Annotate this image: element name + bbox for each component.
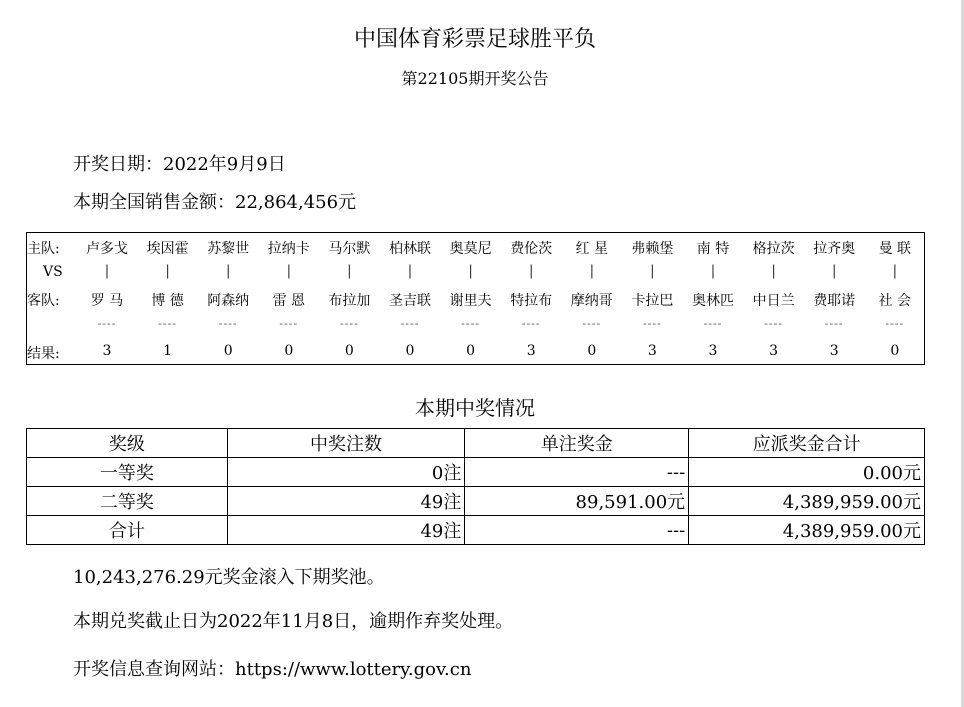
header-count: 中奖注数	[227, 429, 465, 458]
away-team: 特拉布	[510, 293, 553, 309]
result-label: 结果:	[27, 346, 60, 362]
match-column	[259, 233, 319, 363]
away-team: 阿森纳	[207, 293, 250, 309]
home-team: 拉纳卡	[267, 241, 310, 257]
vs-separator: |	[407, 263, 413, 279]
home-team: 弗赖堡	[631, 241, 674, 257]
winner-count: 49注	[227, 516, 465, 545]
match-result: 3	[102, 343, 112, 359]
away-team: 布拉加	[328, 293, 371, 309]
match-result: 3	[829, 343, 839, 359]
dash-divider: ----	[703, 317, 723, 330]
match-column	[319, 233, 379, 363]
prize-table	[26, 428, 925, 545]
away-team: 圣吉联	[389, 293, 431, 309]
dash-divider: ----	[764, 317, 784, 330]
prize-level: 一等奖	[27, 458, 228, 487]
match-column	[622, 233, 682, 363]
table-row	[27, 458, 925, 487]
dash-divider: ----	[885, 317, 905, 330]
vs-separator: |	[771, 263, 776, 279]
deadline-note: 本期兑奖截止日为2022年11月8日，逾期作弃奖处理。	[73, 611, 514, 632]
unit-prize: 89,591.00元	[465, 487, 689, 516]
dash-divider: ----	[400, 317, 420, 330]
vs-separator: |	[892, 263, 898, 279]
match-result: 0	[284, 343, 294, 359]
winner-count: 0注	[227, 458, 465, 487]
match-column	[380, 233, 440, 363]
home-team: 费伦茨	[510, 241, 553, 257]
match-result: 3	[526, 343, 536, 359]
match-column	[865, 233, 925, 363]
issue-subtitle: 第22105期开奖公告	[401, 69, 549, 88]
header-total: 应派奖金合计	[689, 429, 925, 458]
away-team: 摩纳哥	[570, 293, 613, 309]
match-column	[683, 233, 743, 363]
match-result: 0	[587, 343, 597, 359]
home-team: 曼 联	[878, 241, 912, 257]
away-team: 博 德	[151, 293, 184, 309]
draw-date: 开奖日期：2022年9月9日	[73, 154, 286, 175]
away-label: 客队:	[27, 293, 60, 309]
match-result: 0	[890, 343, 900, 359]
dash-divider: ----	[97, 317, 117, 330]
home-team: 拉齐奥	[813, 241, 856, 257]
home-team: 埃因霍	[146, 241, 189, 257]
total-prize: 4,389,959.00元	[689, 516, 925, 545]
header-unit-prize: 单注奖金	[465, 429, 689, 458]
vs-separator: |	[528, 263, 534, 279]
vs-separator: |	[831, 263, 837, 279]
match-result: 3	[708, 343, 718, 359]
unit-prize: ---	[465, 458, 689, 487]
match-result: 0	[344, 343, 354, 359]
match-column	[77, 233, 137, 363]
match-column	[198, 233, 258, 363]
vs-label: VS	[43, 264, 63, 280]
away-team: 费耶诺	[813, 293, 856, 309]
home-team: 苏黎世	[207, 241, 250, 257]
winner-count: 49注	[227, 487, 465, 516]
match-result: 3	[647, 343, 657, 359]
match-column	[804, 233, 864, 363]
match-column	[501, 233, 561, 363]
match-result: 0	[405, 343, 415, 359]
vs-separator: |	[104, 263, 110, 279]
prize-section-title: 本期中奖情况	[415, 396, 535, 420]
dash-divider: ----	[582, 317, 602, 330]
vs-separator: |	[589, 263, 595, 279]
dash-divider: ----	[461, 317, 481, 330]
website-note: 开奖信息查询网站：https://www.lottery.gov.cn	[73, 659, 472, 680]
dash-divider: ----	[218, 317, 238, 330]
vs-separator: |	[650, 263, 655, 279]
vs-separator: |	[710, 263, 716, 279]
match-result: 0	[223, 343, 233, 359]
away-team: 中日兰	[752, 293, 795, 309]
home-label: 主队:	[27, 241, 60, 257]
table-row	[27, 487, 925, 516]
away-team: 奥林匹	[692, 293, 734, 309]
total-prize: 0.00元	[689, 458, 925, 487]
header-level: 奖级	[27, 429, 228, 458]
home-team: 红 星	[575, 241, 609, 257]
home-team: 奥莫尼	[449, 241, 492, 257]
match-table	[26, 232, 925, 365]
match-column	[744, 233, 804, 363]
away-team: 谢里夫	[449, 293, 492, 309]
away-team: 雷 恩	[272, 293, 306, 309]
rollover-note: 10,243,276.29元奖金滚入下期奖池。	[73, 567, 385, 588]
vs-separator: |	[347, 263, 352, 279]
vs-separator: |	[165, 263, 170, 279]
table-row	[27, 516, 925, 545]
dash-divider: ----	[824, 317, 844, 330]
match-result: 1	[163, 343, 173, 359]
home-team: 格拉茨	[752, 241, 795, 257]
match-column	[138, 233, 198, 363]
total-prize: 4,389,959.00元	[689, 487, 925, 516]
prize-level: 二等奖	[27, 487, 228, 516]
away-team: 罗 马	[90, 293, 124, 309]
unit-prize: ---	[465, 516, 689, 545]
home-team: 卢多戈	[86, 241, 128, 257]
vs-separator: |	[468, 263, 473, 279]
dash-divider: ----	[521, 317, 541, 330]
away-team: 卡拉巴	[631, 293, 674, 309]
home-team: 柏林联	[389, 241, 431, 257]
prize-header-row	[27, 429, 925, 458]
dash-divider: ----	[158, 317, 178, 330]
match-result: 0	[466, 343, 476, 359]
dash-divider: ----	[339, 317, 359, 330]
dash-divider: ----	[642, 317, 662, 330]
page-title: 中国体育彩票足球胜平负	[353, 27, 596, 52]
vs-separator: |	[225, 263, 231, 279]
match-result: 3	[769, 343, 779, 359]
prize-level: 合计	[27, 516, 228, 545]
home-team: 南 特	[696, 241, 730, 257]
home-team: 马尔默	[328, 241, 371, 257]
match-column	[441, 233, 501, 363]
match-column	[562, 233, 622, 363]
sales-amount: 本期全国销售金额：22,864,456元	[73, 192, 357, 213]
vs-separator: |	[286, 263, 292, 279]
away-team: 社 会	[878, 293, 912, 309]
dash-divider: ----	[279, 317, 299, 330]
